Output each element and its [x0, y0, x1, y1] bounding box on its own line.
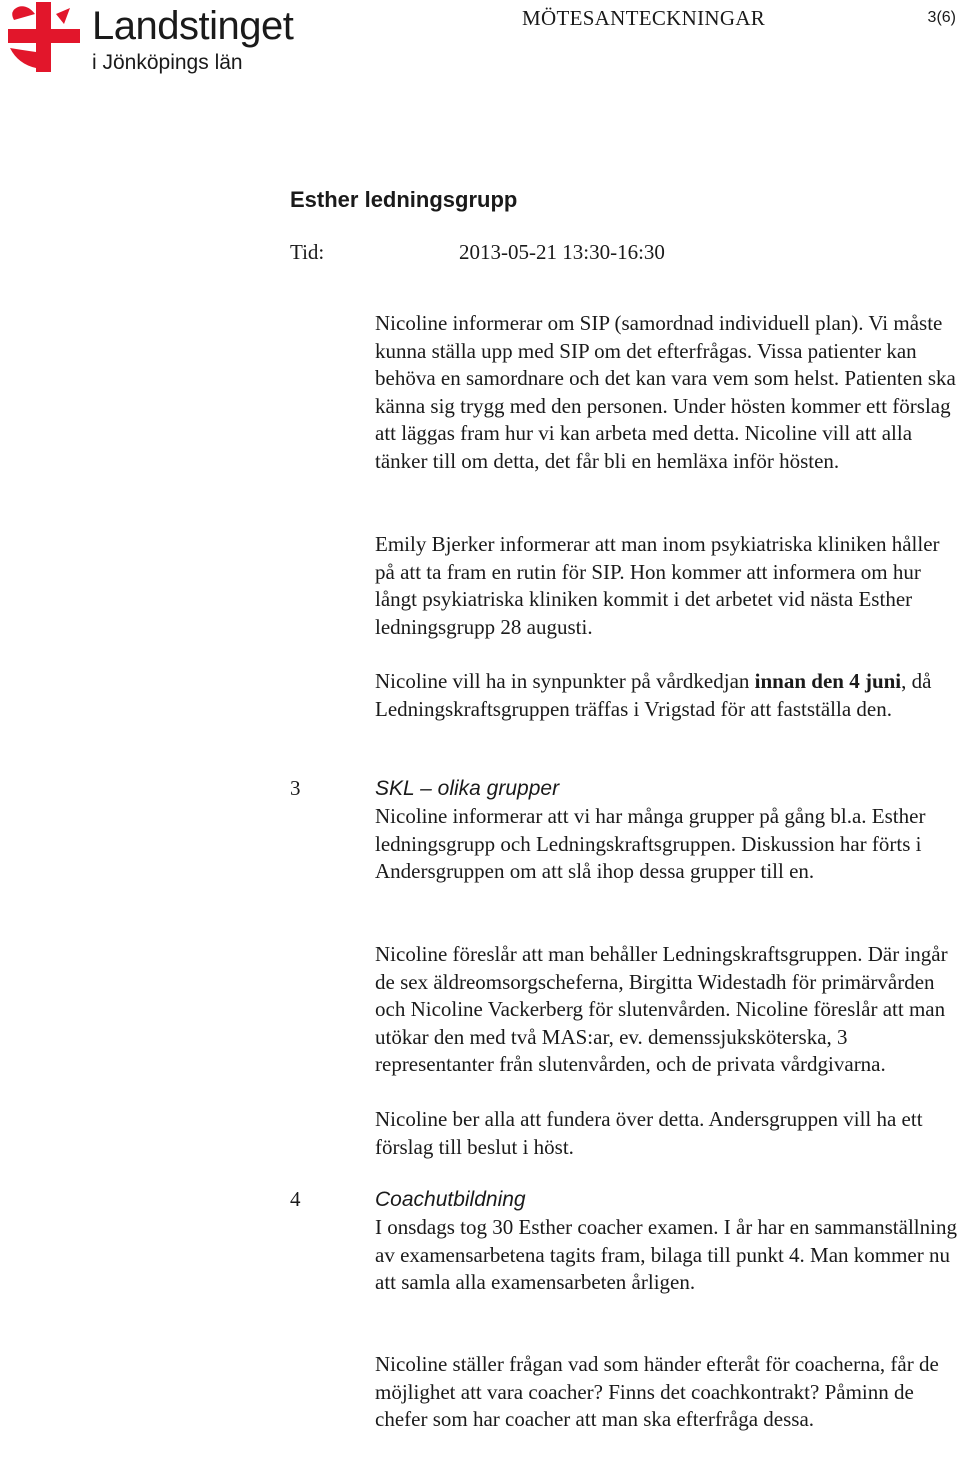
section-paragraph: Nicoline ställer frågan vad som händer efteråt för coacherna, får de möjlighet att vara coacher? Finns det coachkontrakt? Påminn de chefer som har coacher att man ska efterfråga dessa.: [375, 1352, 939, 1432]
section-paragraph: Nicoline ber alla att fundera över detta. Andersgruppen vill ha ett förslag till beslut i höst.: [375, 1107, 923, 1159]
sip-paragraph-1: Nicoline informerar om SIP (samordnad individuell plan). Vi måste kunna ställa upp med SIP om det efterfrågas. Vissa patienter kan behöva en samordnare och det kan vara vem som helst. Patienten ska känna sig trygg med den personen. Under hösten kommer ett förslag att läggas fram hur vi kan arbeta med detta. Nicoline vill att alla tänker till om detta, det får bli en hemläxa inför hösten.: [375, 311, 956, 473]
sip-paragraph-2: Emily Bjerker informerar att man inom psykiatriska kliniken håller på att ta fram en rutin för SIP. Hon kommer att informera om hur långt psykiatriska kliniken kommit i det arbetet vid nästa Esther ledningsgrupp 28 augusti.: [375, 532, 940, 639]
sip-paragraph-3-text-end: , då Ledningskraftsgruppen träffas i Vrigstad för att fastställa den.: [375, 669, 932, 721]
logo-subtitle: i Jönköpings län: [92, 51, 243, 74]
section-heading: Coachutbildning: [375, 1188, 526, 1211]
section-number: 3: [290, 776, 301, 800]
landstinget-logo: [6, 2, 326, 76]
landstinget-heart-cross-icon: [6, 2, 86, 74]
meeting-title: Esther ledningsgrupp: [290, 187, 518, 212]
section-heading: SKL – olika grupper: [375, 777, 560, 800]
time-label: Tid:: [290, 240, 325, 264]
document-type: MÖTESANTECKNINGAR: [522, 6, 766, 30]
time-value: 2013-05-21 13:30-16:30: [459, 240, 665, 264]
section-paragraph: Nicoline föreslår att man behåller Ledningskraftsgruppen. Där ingår de sex äldreomsorgscheferna, Birgitta Widestadh för primärvården och Nicoline Vackerberg för slutenvården. Nicoline föreslår att man utökar den med två MAS:ar, ev. demenssjuksköterska, 3 representanter från slutenvården, och de privata vårdgivarna.: [375, 942, 948, 1077]
sip-paragraph-3-text: Nicoline vill ha in synpunkter på vårdkedjan: [375, 669, 755, 693]
section-paragraph: Nicoline informerar att vi har många grupper på gång bl.a. Esther ledningsgrupp och Ledningskraftsgruppen. Diskussion har förts i Andersgruppen om att slå ihop dessa grupper till en.: [375, 804, 926, 884]
logo-name: Landstinget: [92, 4, 294, 48]
page-number: 3(6): [927, 9, 956, 26]
deadline-emphasis: innan den 4 juni: [754, 669, 902, 693]
section-paragraph: I onsdags tog 30 Esther coacher examen. I år har en sammanställning av examensarbetena tagits fram, bilaga till punkt 4. Man kommer nu att samla alla examensarbeten årligen.: [375, 1215, 957, 1295]
section-number: 4: [290, 1187, 301, 1211]
sip-paragraph-3: [375, 668, 960, 723]
